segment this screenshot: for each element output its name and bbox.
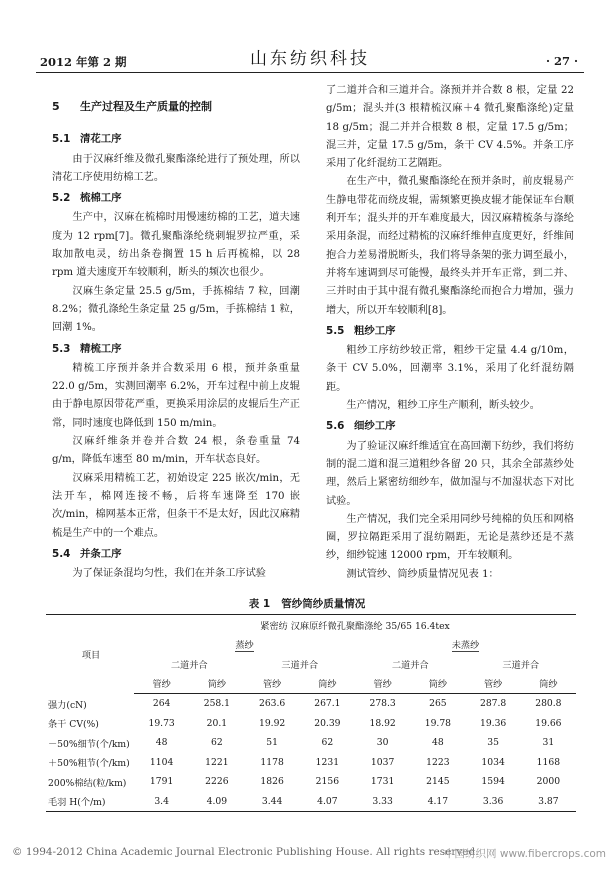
table-cell: 287.8 (479, 698, 507, 710)
table-cell: 19.78 (424, 717, 452, 729)
subgroup: 三道并合 (502, 659, 540, 671)
table-cell: 19.36 (479, 717, 507, 729)
table-cell: 2000 (536, 776, 561, 788)
table-cell: 1231 (315, 756, 340, 768)
paragraph: 汉麻生条定量 25.5 g/5m，手拣棉结 7 粒，回潮 8.2%；微孔涤纶生条定量 25 g/5m，手拣棉结 1 粒，回潮 1%。 (52, 285, 300, 334)
table-cell: 2156 (315, 776, 340, 788)
table-cell: 35 (487, 737, 499, 749)
table-cell: 2226 (205, 776, 229, 788)
copyright-text: © 1994-2012 China Academic Journal Electronic Publishing House. All rights reserved. (12, 846, 479, 858)
group-unsteamed: 未蒸纱 (451, 640, 480, 652)
subsection-heading-5-6: 5.6 细纱工序 (326, 420, 396, 433)
watermark-text: 中国纺织网 www.fibercrops.com (444, 848, 606, 860)
column-header-cone-yarn: 筒纱 (521, 674, 576, 694)
table-cell: 1168 (536, 756, 561, 768)
subgroup: 二道并合 (170, 659, 208, 671)
subsection-heading-5-1: 5.1 清花工序 (52, 133, 122, 146)
table-cell: 3.36 (466, 792, 521, 812)
paragraph: 生产中，汉麻在梳棉时用慢速纺棉的工艺，道夫速度为 12 rpm[7]。微孔聚酯涤纶绕刺辊罗拉严重，采取加散电灵，纺出条卷搁置 15 h 后再梳棉，以 28 rpm 道夫速度开车较顺利，断头的频次也很少。 (52, 212, 300, 279)
left-column (52, 82, 300, 583)
table-cell: 20.1 (206, 717, 228, 729)
right-column (326, 82, 574, 584)
table-cell: 1104 (149, 756, 174, 768)
table-item-header: 项目 (46, 615, 134, 694)
row-label: 强力(cN) (48, 699, 87, 711)
row-label: 毛羽 H(个/m) (46, 792, 134, 812)
table-cell: 1037 (370, 756, 395, 768)
table-cell: 1221 (205, 756, 229, 768)
subsection-heading-5-3: 5.3 精梳工序 (52, 342, 122, 355)
paragraph: 生产情况，粗纱工序生产顺利，断头较少。 (346, 400, 540, 412)
table-cell: 62 (321, 737, 334, 749)
table-cell: 1826 (260, 776, 284, 788)
table-cell: 19.66 (535, 717, 562, 729)
table-cell: 1731 (370, 776, 395, 788)
table-row (46, 753, 576, 773)
table-cell: 3.33 (355, 792, 410, 812)
table-cell: 3.44 (245, 792, 300, 812)
paragraph: 由于汉麻纤维及微孔聚酯涤纶进行了预处理，所以清花工序使用纺棉工艺。 (52, 153, 300, 183)
section-heading: 5 生产过程及生产质量的控制 (52, 100, 212, 113)
table-cell: 3.4 (134, 792, 189, 812)
table-cell: 265 (429, 698, 447, 710)
paragraph: 为了验证汉麻纤维适宜在高回潮下纺纱，我们将纺制的混二道和混三道粗纱各留 20 只，其余全部蒸纱处理，然后上紧密纺细纱车，做加湿与不加湿状态下对比试验。 (326, 440, 574, 507)
table-cell: 62 (211, 737, 223, 749)
group-steamed: 蒸纱 (235, 640, 254, 652)
paragraph: 汉麻纤维条并卷并合数 24 根，条卷重量 74 g/m，降低车速至 80 m/min，开车状态良好。 (52, 436, 300, 466)
table-cell: 51 (266, 737, 278, 749)
page-header (36, 44, 584, 72)
yarn-quality-table (46, 614, 576, 812)
table-cell: 1791 (149, 776, 174, 788)
paragraph: 汉麻采用精梳工艺，初始设定 225 嵌次/min，无法开车，棉网连接不畅，后将车速降至 170 嵌次/min，棉网基本正常，但条干不是太好，因此汉麻精梳是生产中的一个难点。 (52, 472, 300, 539)
table-cell: 30 (376, 737, 389, 749)
table-cell: 3.87 (521, 792, 576, 812)
column-header-cone-yarn: 筒纱 (300, 674, 355, 694)
table-cell: 263.6 (258, 698, 286, 710)
header-rule (36, 72, 584, 73)
subgroup: 二道并合 (391, 659, 429, 671)
table-row (46, 694, 576, 714)
table-cell: 1594 (481, 776, 505, 788)
table-cell: 2145 (426, 776, 450, 788)
table-cell: 20.39 (314, 717, 341, 729)
table-cell: 19.73 (148, 717, 175, 729)
table-row (46, 714, 576, 734)
table-cell: 264 (152, 698, 171, 710)
subsection-heading-5-4: 5.4 并条工序 (52, 547, 122, 560)
table-cell: 1178 (260, 756, 284, 768)
paragraph: 在生产中，微孔聚酯涤纶在预并条时，前皮辊易产生静电带花而绕皮辊，需频繁更换皮辊才能保证车台顺利开车；混头并的开车难度最大，因汉麻精梳条与涤纶采用条混，而经过精梳的汉麻纤维伸直度更好，纤维间抱合力差易滑脱断头，我们将导条架的张力调至最小，并将车速调到尽可能慢，最终头并开车正常，到二并、三并时由于其中混有微孔聚酯涤纶而抱合力增加，强力增大，所以开车较顺利[8]。 (326, 176, 574, 316)
column-header-cop-yarn: 管纱 (134, 674, 189, 694)
table-cell: 18.92 (369, 717, 396, 729)
table-cell: 1223 (426, 756, 450, 768)
table-cell: 48 (432, 737, 444, 749)
table-cell: 31 (542, 737, 555, 749)
paragraph: 测试管纱、筒纱质量情况见表 1： (346, 568, 499, 580)
table-row (46, 792, 576, 812)
row-label: 条干 CV(%) (48, 719, 99, 731)
table-cell: 48 (155, 737, 168, 749)
table-spec: 紧密纺 汉麻原纤微孔聚酯涤纶 35/65 16.4tex (134, 615, 576, 635)
paragraph: 为了保证条混均匀性，我们在并条工序试验 (72, 568, 266, 580)
row-label: 200%棉结(粒/km) (48, 777, 127, 789)
page-number: · 27 · (545, 54, 578, 68)
table-cell: 4.09 (189, 792, 244, 812)
table-cell: 4.07 (300, 792, 355, 812)
column-header-cop-yarn: 管纱 (245, 674, 300, 694)
table-cell: 19.92 (258, 717, 286, 729)
subsection-heading-5-2: 5.2 梳棉工序 (52, 192, 122, 205)
subgroup: 三道并合 (281, 659, 319, 671)
column-header-cone-yarn: 筒纱 (410, 674, 465, 694)
row-label: －50%细节(个/km) (48, 738, 130, 750)
row-label: ＋50%粗节(个/km) (48, 758, 130, 770)
paragraph: 生产情况，我们完全采用同纱号纯棉的负压和网格圈，罗拉隔距采用了混纺隔距，无论是蒸纱还是不蒸纱，细纱锭速 12000 rpm，开车较顺利。 (326, 513, 574, 562)
table-cell: 280.8 (535, 698, 562, 710)
table-caption: 表 1 管纱筒纱质量情况 (248, 598, 366, 610)
paragraph: 粗纱工序纺纱较正常，粗纱干定量 4.4 g/10m，条干 CV 5.0%，回潮率 3.1%，采用了化纤混纺隔距。 (326, 345, 574, 393)
table-cell: 1034 (481, 756, 505, 768)
table-cell: 278.3 (369, 698, 396, 710)
table-cell: 258.1 (203, 698, 231, 710)
column-header-cone-yarn: 筒纱 (189, 674, 244, 694)
subsection-heading-5-5: 5.5 粗纱工序 (326, 324, 396, 337)
table-row (46, 772, 576, 792)
journal-title: 山东纺织科技 (250, 49, 370, 69)
issue-label: 2012 年第 2 期 (40, 55, 127, 69)
paragraph: 精梳工序预并条并合数采用 6 根，预并条重量 22.0 g/5m，实测回潮率 6.2%，开车过程中前上皮辊由于静电原因带花严重，更换采用涂层的皮辊后生产正常，同时速度也降低到 150 m/min。 (52, 362, 300, 429)
table-cell: 267.1 (314, 698, 341, 710)
table-cell: 4.17 (410, 792, 465, 812)
column-header-cop-yarn: 管纱 (466, 674, 521, 694)
column-header-cop-yarn: 管纱 (355, 674, 410, 694)
table-row (46, 733, 576, 753)
paragraph: 了二道并合和三道并合。涤预并并合数 8 根，定量 22 g/5m；混头并(3 根精梳汉麻＋4 微孔聚酯涤纶)定量 18 g/5m；混二并并合根数 8 根，定量 17.5 g/5m；混三并，定量 17.5 g/5m，条干 CV 4.5%。并条工序采用了化纤混纺工艺隔距。 (326, 85, 574, 170)
